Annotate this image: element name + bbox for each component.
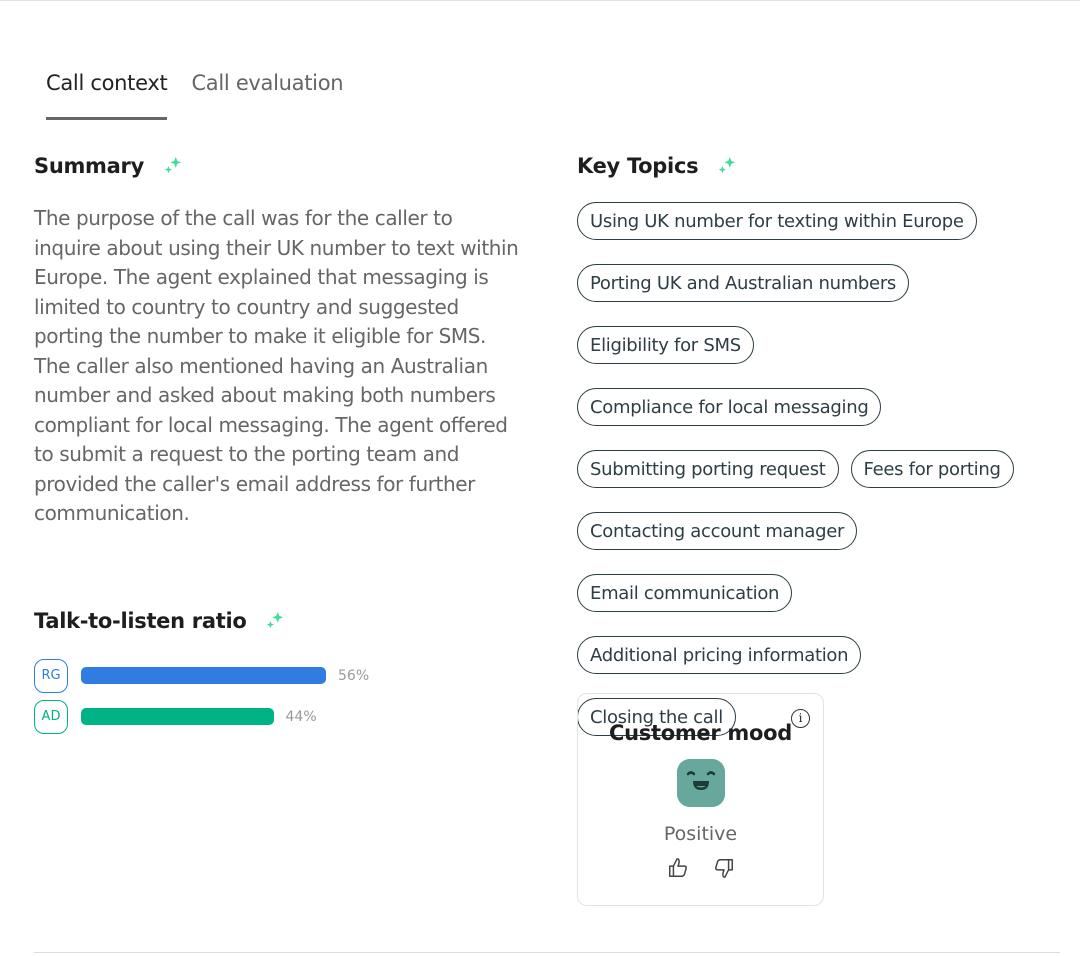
ratio-percent: 44%: [285, 708, 317, 725]
ratio-bar: [81, 708, 274, 725]
topic-chip[interactable]: Using UK number for texting within Europe: [577, 202, 977, 240]
topic-chip[interactable]: Additional pricing information: [577, 636, 861, 674]
speaker-row: [34, 696, 394, 737]
tab-call-context[interactable]: Call context: [46, 71, 167, 120]
speaker-avatar: RG: [34, 659, 68, 693]
topic-chip[interactable]: Email communication: [577, 574, 792, 612]
topics-title: Key Topics: [577, 154, 699, 178]
tab-bar: [46, 71, 343, 120]
tab-call-evaluation[interactable]: Call evaluation: [191, 71, 344, 95]
summary-title: Summary: [34, 154, 144, 178]
topic-chip[interactable]: Closing the call: [577, 698, 736, 736]
topic-chip[interactable]: Eligibility for SMS: [577, 326, 754, 364]
ratio-title: Talk-to-listen ratio: [34, 609, 247, 633]
talk-listen-ratio: [34, 609, 394, 737]
thumbs-up-icon[interactable]: [667, 857, 689, 879]
happy-face-icon: [677, 759, 725, 807]
topic-chip[interactable]: Contacting account manager: [577, 512, 857, 550]
ratio-bar: [81, 667, 326, 684]
topic-chip[interactable]: Compliance for local messaging: [577, 388, 881, 426]
divider: [34, 952, 1060, 953]
speaker-avatar: AD: [34, 700, 68, 734]
summary-section: [34, 154, 524, 529]
customer-mood-card: [577, 693, 824, 906]
info-icon[interactable]: i: [791, 709, 810, 728]
mood-label: Positive: [663, 823, 738, 845]
ai-sparkle-icon: [716, 155, 738, 177]
topic-chip[interactable]: Submitting porting request: [577, 450, 839, 488]
topic-chip[interactable]: Fees for porting: [851, 450, 1014, 488]
ratio-percent: 56%: [338, 667, 370, 684]
topic-chip[interactable]: Porting UK and Australian numbers: [577, 264, 909, 302]
key-topics-section: [577, 154, 1057, 748]
ai-sparkle-icon: [162, 155, 184, 177]
mood-title: Customer mood: [609, 721, 792, 745]
thumbs-down-icon[interactable]: [713, 857, 735, 879]
speaker-row: [34, 655, 394, 696]
summary-text: The purpose of the call was for the caller to inquire about using their UK number to text within Europe. The agent explained that messaging is limited to country to country and suggested porting the number to make it eligible for SMS. The caller also mentioned having an Australian number and asked about making both numbers compliant for local messaging. The agent offered to submit a request to the porting team and provided the caller's email address for further communication.: [34, 206, 519, 525]
ai-sparkle-icon: [264, 610, 286, 632]
